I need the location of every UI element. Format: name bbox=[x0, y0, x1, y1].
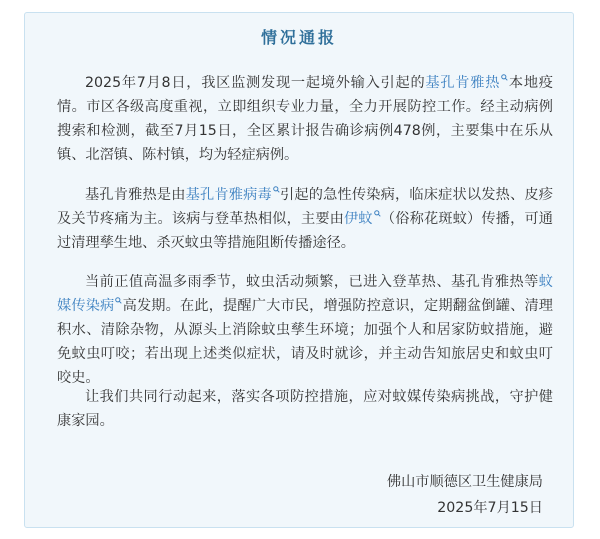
keyword-link[interactable]: 基孔肯雅热 bbox=[425, 75, 501, 91]
paragraph-text: （俗称花斑蚊）传播，可通过清理孳生地、杀灭蚊虫等措施阻断传播途径。 bbox=[57, 211, 553, 251]
paragraph-text: 2025年7月8日，我区监测发现一起境外输入引起的 bbox=[85, 75, 426, 91]
paragraph-text: 基孔肯雅热是由 bbox=[85, 187, 186, 203]
paragraph-1 bbox=[57, 71, 553, 167]
paragraph-text: 让我们共同行动起来，落实各项防控措施，应对蚊媒传染病挑战，守护健康家园。 bbox=[57, 389, 553, 429]
paragraph-text: 本地疫情。市区各级高度重视，立即组织专业力量，全力开展防控工作。经主动病例搜索和检测，截至7月15日，全区累计报告确诊病例478例，主要集中在乐从镇、北滘镇、陈村镇，均为轻症病例。 bbox=[57, 75, 553, 163]
paragraph-text: 高发期。在此，提醒广大市民，增强防控意识，定期翻盆倒罐、清理积水、清除杂物，从源头上消除蚊虫孳生环境；加强个人和居家防蚊措施，避免蚊虫叮咬；若出现上述类似症状，请及时就诊，并主动告知旅居史和蚊虫叮咬史。 bbox=[57, 298, 553, 386]
keyword-link[interactable]: 蚊媒传染病 bbox=[57, 274, 553, 314]
paragraph-text: 引起的急性传染病，临床症状以发热、皮疹及关节疼痛为主。该病与登革热相似，主要由 bbox=[57, 187, 553, 227]
paragraph-3 bbox=[57, 270, 553, 390]
issuer-name: 佛山市顺德区卫生健康局 bbox=[386, 474, 543, 490]
keyword-link[interactable]: 基孔肯雅病毒 bbox=[185, 187, 272, 203]
issue-date: 2025年7月15日 bbox=[437, 500, 543, 516]
paragraph-4 bbox=[57, 385, 553, 433]
keyword-link[interactable]: 伊蚊 bbox=[344, 211, 373, 227]
search-icon[interactable] bbox=[273, 186, 280, 195]
notice-panel bbox=[24, 12, 574, 528]
paragraph-2 bbox=[57, 183, 553, 255]
search-icon[interactable] bbox=[374, 210, 381, 219]
paragraph-text: 当前正值高温多雨季节，蚊虫活动频繁，已进入登革热、基孔肯雅热等 bbox=[85, 274, 539, 290]
notice-title: 情况通报 bbox=[260, 28, 337, 47]
